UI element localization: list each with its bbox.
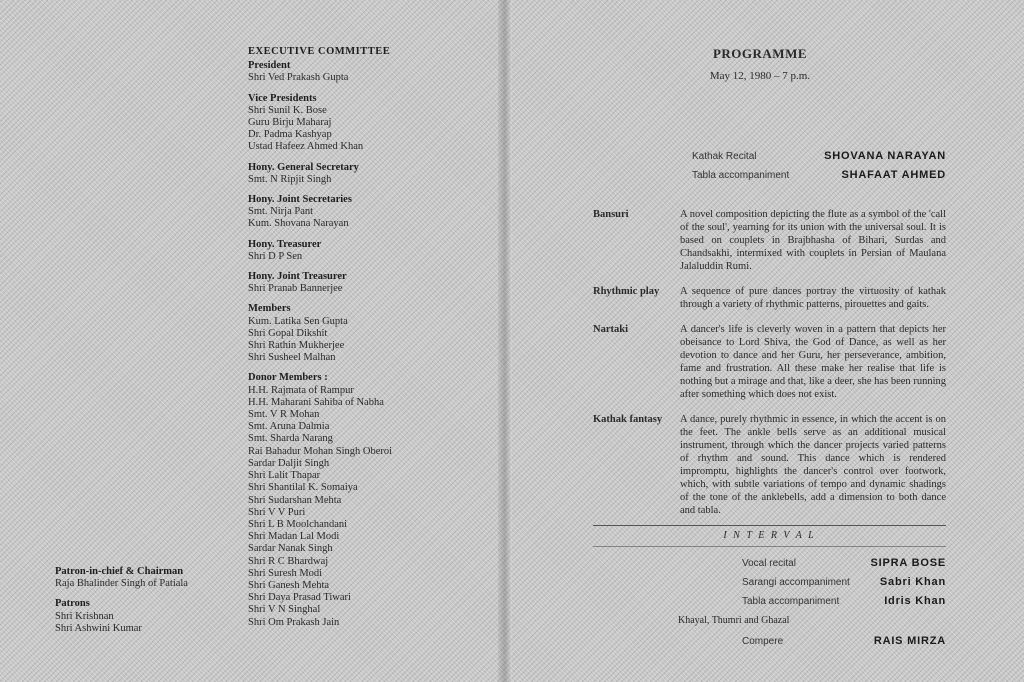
member-name: Shri R C Bhardwaj (248, 555, 329, 567)
programme-part-one (593, 150, 946, 654)
performer-name: Idris Khan (884, 595, 946, 607)
programme-item (593, 208, 946, 273)
committee-section (248, 60, 392, 84)
member-name: Dr. Padma Kashyap (248, 129, 332, 141)
member-name: Shri Ganesh Mehta (248, 579, 330, 591)
role: Vocal recital (742, 558, 796, 569)
performer-name: Sabri Khan (879, 576, 946, 588)
performer-row (680, 150, 946, 169)
item-label: Nartaki (593, 324, 628, 335)
page-fold (498, 0, 512, 682)
section-heading: Hony. Joint Treasurer (248, 271, 347, 283)
section-heading: Hony. Treasurer (248, 238, 322, 250)
member-name: Sardar Nanak Singh (248, 543, 333, 555)
programme-date: May 12, 1980 – 7 p.m. (709, 70, 811, 82)
committee-section (248, 303, 392, 364)
member-name: Smt. V R Mohan (248, 409, 320, 421)
programme-item (593, 413, 946, 517)
committee-section (248, 372, 392, 628)
patrons-block (55, 566, 188, 635)
member-name: Kum. Shovana Narayan (248, 218, 349, 230)
role: Tabla accompaniment (742, 596, 840, 607)
member-name: Ustad Hafeez Ahmed Khan (248, 141, 364, 153)
genres: Khayal, Thumri and Ghazal (678, 615, 790, 626)
performer-name: SHAFAAT AHMED (841, 169, 946, 181)
member-name: Shri Shantilal K. Somaiya (248, 482, 358, 494)
item-description: A dance, purely rhythmic in essence, in which the accent is on the feet. The ankle bells serve as an additional musical instrument, through which the dancer projects varied patterns of rhythm and sound. This dance which is rendered impromptu, highlights the dancer's control over footwork, which, with subtle variations of tempo and dynamic shadings of the tone of the anklebells, add a dimension to both dance and tabla. (680, 414, 946, 516)
performer-row (680, 557, 946, 576)
section-heading: Hony. Joint Secretaries (248, 194, 352, 206)
section-heading: Hony. General Secretary (248, 161, 359, 173)
committee-sections (248, 60, 392, 629)
member-name: Kum. Latika Sen Gupta (248, 315, 348, 327)
programme-item (593, 323, 946, 401)
member-name: Smt. Sharda Narang (248, 433, 333, 445)
member-name: Shri Gopal Dikshit (248, 327, 328, 339)
item-label: Rhythmic play (593, 286, 660, 297)
section-heading: Donor Members : (248, 372, 328, 384)
member-name: Guru Birju Maharaj (248, 117, 332, 129)
patrons-heading: Patrons (55, 598, 90, 610)
member-name: Smt. Aruna Dalmia (248, 421, 330, 433)
compere-name: RAIS MIRZA (873, 635, 946, 647)
committee-section (248, 271, 392, 295)
executive-committee (248, 46, 392, 629)
member-name: Shri L B Moolchandani (248, 518, 348, 530)
programme-item (593, 285, 946, 311)
member-name: Shri D P Sen (248, 250, 303, 262)
member-name: Shri V N Singhal (248, 604, 321, 616)
divider (593, 525, 946, 526)
item-description: A dancer's life is cleverly woven in a pattern that depicts her obeisance to Lord Shiva, the God of Dance, as well as her devotion to dance and her Guru, her perseverance, ambition, fame and frustration. All these make her realise that life is nothing but a mirage and that, like a deer, she has been running after something which does not exist. (680, 324, 946, 400)
divider (593, 546, 946, 547)
member-name: Shri Sudarshan Mehta (248, 494, 342, 506)
committee-section (248, 239, 392, 263)
member-name: Shri Lalit Thapar (248, 470, 321, 482)
member-name: Shri Susheel Malhan (248, 352, 336, 364)
member-name: H.H. Rajmata of Rampur (248, 384, 354, 396)
member-name: Shri V V Puri (248, 506, 306, 518)
member-name: Shri Madan Lal Modi (248, 531, 340, 543)
member-name: Shri Suresh Modi (248, 567, 323, 579)
performer-row (680, 169, 946, 188)
item-description: A sequence of pure dances portray the virtuosity of kathak through a variety of rhythmic patterns, pirouettes and gaits. (680, 286, 946, 310)
committee-section (248, 162, 392, 186)
patron-chief-heading: Patron-in-chief & Chairman (55, 566, 184, 577)
compere-row (680, 635, 946, 654)
item-label: Bansuri (593, 209, 629, 220)
performer-name: SIPRA BOSE (870, 557, 946, 569)
role: Tabla accompaniment (692, 170, 790, 181)
member-name: Shri Rathin Mukherjee (248, 340, 345, 352)
member-name: Smt. N Ripjit Singh (248, 173, 332, 185)
item-description: A novel composition depicting the flute as a symbol of the 'call of the soul', yearning for its union with the universal soul. It is based on couplets in Brajbhasha of Bihari, Surdas and Chandsakhi, intermixed with couplets in Persian of Maulana Jalaluddin Rumi. (680, 209, 946, 272)
member-name: H.H. Maharani Sahiba of Nabha (248, 396, 384, 408)
section-heading: Vice Presidents (248, 92, 317, 104)
performer-row (680, 576, 946, 595)
item-label: Kathak fantasy (593, 414, 663, 425)
committee-title: EXECUTIVE COMMITTEE (248, 46, 391, 57)
member-name: Shri Daya Prasad Tiwari (248, 592, 351, 604)
committee-section (248, 93, 392, 154)
programme-title: PROGRAMME (712, 46, 808, 61)
member-name: Shri Sunil K. Bose (248, 104, 327, 116)
section-heading: Members (248, 303, 291, 315)
patron-chief-name: Raja Bhalinder Singh of Patiala (55, 578, 188, 590)
committee-section (248, 194, 392, 231)
member-name: Shri Ved Prakash Gupta (248, 72, 349, 84)
member-name: Shri Om Prakash Jain (248, 616, 340, 628)
member-name: Smt. Nirja Pant (248, 206, 314, 218)
role: Kathak Recital (692, 151, 757, 162)
role: Compere (742, 636, 784, 647)
member-name: Shri Pranab Bannerjee (248, 283, 343, 295)
patron-name: Shri Ashwini Kumar (55, 622, 142, 634)
role: Sarangi accompaniment (742, 577, 850, 588)
section-heading: President (248, 60, 291, 72)
performer-name: SHOVANA NARAYAN (824, 150, 946, 162)
patron-name: Shri Krishnan (55, 610, 114, 622)
member-name: Rai Bahadur Mohan Singh Oberoi (248, 445, 393, 457)
interval-label: I N T E R V A L (723, 530, 816, 541)
member-name: Sardar Daljit Singh (248, 457, 330, 469)
performer-row (680, 595, 946, 614)
